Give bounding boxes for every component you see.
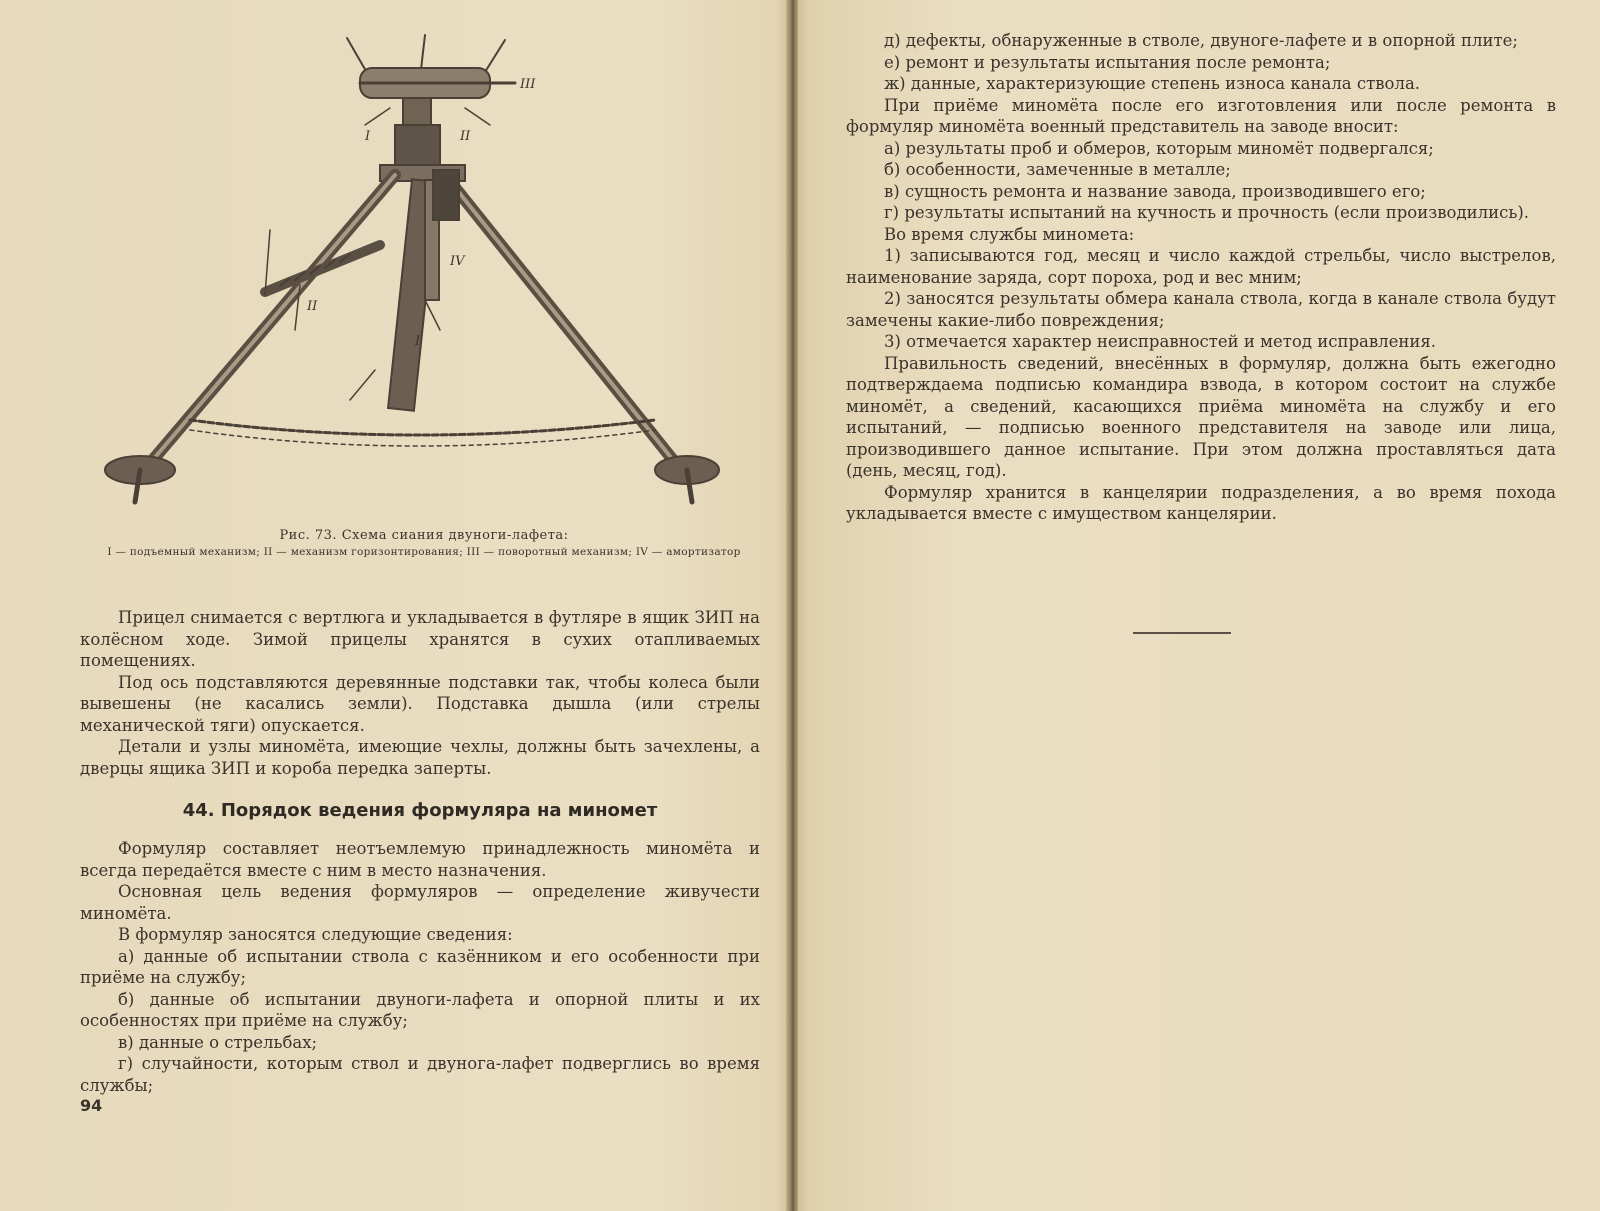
paragraph: Прицел снимается с вертлюга и укладывается в футляре в ящик ЗИП на колёсном ходе. Зимой прицелы хранятся в сухих отапливаемых помещениях.	[80, 608, 760, 670]
figure-label-2: II	[460, 129, 471, 144]
paragraph: Формуляр составляет неотъемлемую принадлежность миномёта и всегда передаётся вместе с ним в место назначения.	[80, 839, 760, 880]
section-divider	[1133, 632, 1231, 634]
bipod-carriage-figure	[95, 30, 755, 520]
figure-label-3: III	[520, 77, 536, 92]
list-item: ж) данные, характеризующие степень износа канала ствола.	[884, 74, 1421, 93]
figure-caption	[88, 528, 760, 560]
list-item: б) данные об испытании двуноги-лафета и опорной плиты и их особенностях при приёме на службу;	[80, 989, 760, 1030]
list-item: г) случайности, которым ствол и двунога-лафет подверглись во время службы;	[80, 1054, 760, 1095]
figure-label-4: IV	[450, 254, 465, 269]
right-page	[800, 0, 1600, 1211]
list-item: 2) заносятся результаты обмера канала ствола, когда в канале ствола будут замечены какие-либо повреждения;	[846, 289, 1556, 330]
section-heading: 44. Порядок ведения формуляра на миномет	[182, 800, 658, 821]
figure-label-6: I	[415, 334, 421, 349]
paragraph: Во время службы миномета:	[884, 224, 1135, 244]
formulary-text	[846, 30, 1556, 525]
figure-label-5: II	[307, 299, 318, 314]
paragraph: Основная цель ведения формуляров — определение живучести миномёта.	[80, 882, 760, 923]
paragraph: Детали и узлы миномёта, имеющие чехлы, должны быть зачехлены, а дверцы ящика ЗИП и короба передка заперты.	[80, 737, 760, 778]
list-item: д) дефекты, обнаруженные в стволе, двуноге-лафете и в опорной плите;	[884, 31, 1518, 50]
paragraph: Формуляр хранится в канцелярии подразделения, а во время похода укладывается вместе с имуществом канцелярии.	[846, 482, 1556, 523]
list-item: а) данные об испытании ствола с казёнником и его особенности при приёме на службу;	[80, 946, 760, 987]
paragraph: При приёме миномёта после его изготовления или после ремонта в формуляр миномёта военный представитель на заводе вносит:	[846, 95, 1556, 136]
caption-title: Рис. 73. Схема сиания двуноги-лафета:	[279, 528, 569, 543]
paragraph: Под ось подставляются деревянные подставки так, чтобы колеса были вывешены (не касались земли). Подставка дышла (или стрелы механической тяги) опускается.	[80, 672, 760, 735]
paragraph: В формуляр заносятся следующие сведения:	[118, 925, 513, 944]
caption-items: I — подъемный механизм; II — механизм горизонтирования; III — поворотный механизм; IV — амортизатор	[107, 546, 741, 558]
list-item: в) данные о стрельбах;	[118, 1032, 318, 1052]
paragraph: Правильность сведений, внесённых в формуляр, должна быть ежегодно подтверждаема подписью командира взвода, в котором состоит на службе миномёт, а сведений, касающихся приёма миномёта на службу и его испытаний, — подписью военного представителя на заводе или лица, производившего данное испытание. При этом должна проставляться дата (день, месяц, год).	[846, 353, 1556, 480]
list-item: в) сущность ремонта и название завода, производившего его;	[884, 181, 1426, 201]
figure-label-1: I	[365, 129, 371, 144]
storage-text	[80, 607, 760, 779]
left-page	[0, 0, 790, 1211]
list-item: 3) отмечается характер неисправностей и метод исправления.	[884, 332, 1437, 351]
list-item: а) результаты проб и обмеров, которым миномёт подвергался;	[884, 138, 1434, 158]
page-number: 94	[80, 1096, 103, 1115]
list-item: 1) записываются год, месяц и число каждой стрельбы, число выстрелов, наименование заряда, сорт пороха, род и вес мним;	[846, 246, 1556, 287]
section-text	[80, 838, 760, 1096]
list-item: б) особенности, замеченные в металле;	[884, 160, 1231, 179]
list-item: г) результаты испытаний на кучность и прочность (если производились).	[884, 203, 1529, 222]
list-item: е) ремонт и результаты испытания после ремонта;	[884, 52, 1331, 72]
